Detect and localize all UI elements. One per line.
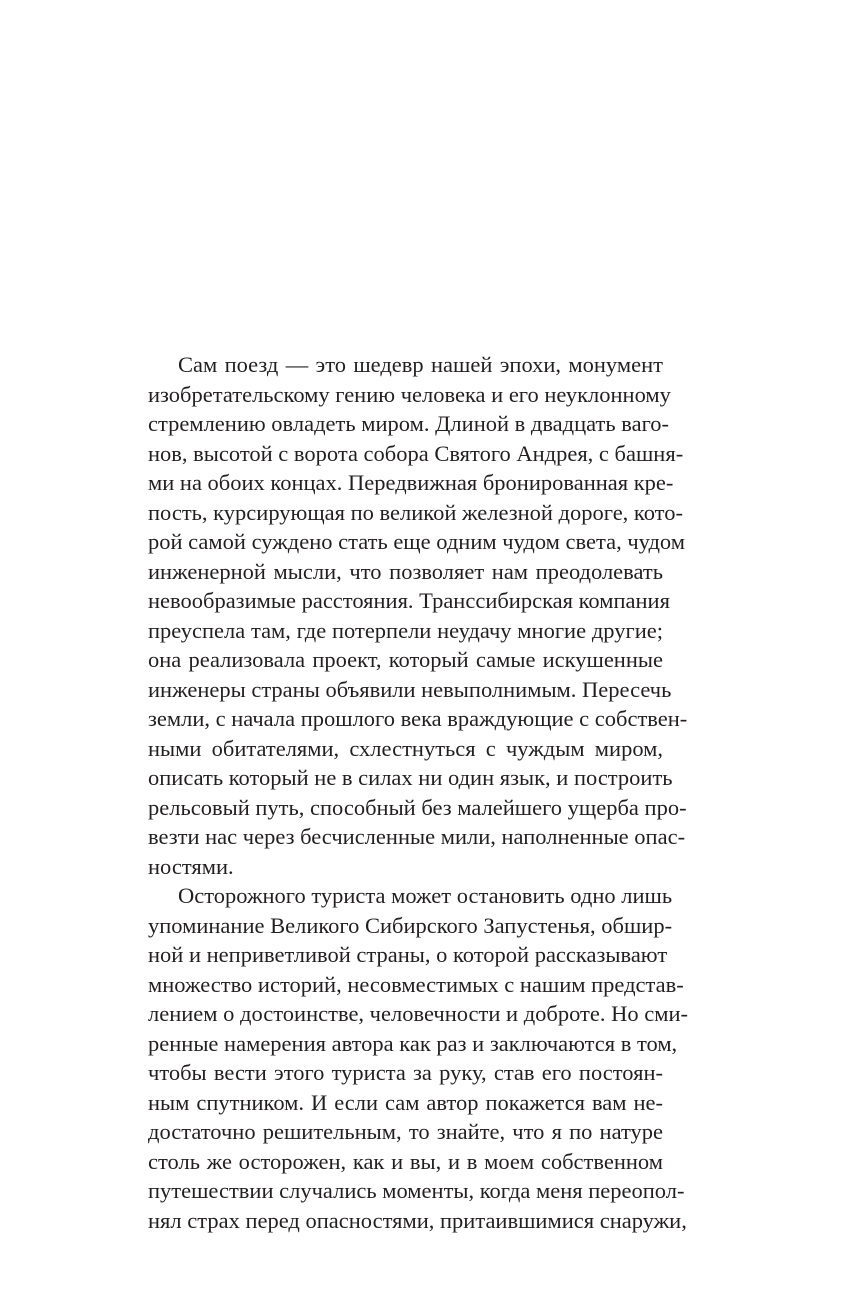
text-line: путешествии случались моменты, когда меня переопол- xyxy=(148,1178,685,1203)
text-line: чтобы вести этого туриста за руку, став его постоян- xyxy=(148,1060,663,1085)
text-line: ными обитателями, схлестнуться с чуждым миром, xyxy=(148,735,663,761)
paragraph-2 xyxy=(148,881,688,1235)
text-line: упоминание Великого Сибирского Запустенья, обшир- xyxy=(148,912,673,938)
text-line: она реализовала проект, который самые искушенные xyxy=(148,647,663,672)
text-line: столь же осторожен, как и вы, и в моем собственном xyxy=(148,1148,663,1174)
text-line: описать который не в силах ни один язык, и построить xyxy=(148,765,673,790)
text-line: ной и неприветливой страны, о которой рассказывают xyxy=(148,942,668,967)
text-line: рельсовый путь, способный без малейшего ущерба про- xyxy=(148,794,687,820)
text-line: инженерной мысли, что позволяет нам преодолевать xyxy=(148,558,663,584)
text-line: лением о достоинстве, человечности и доброте. Но сми- xyxy=(148,1001,688,1026)
text-line: земли, с начала прошлого века враждующие с собствен- xyxy=(148,706,688,731)
text-line: везти нас через бесчисленные мили, наполненные опас- xyxy=(148,824,686,849)
text-line: достаточно решительным, то знайте, что я по натуре xyxy=(148,1119,663,1144)
text-line: нял страх перед опасностями, притаившимися снаружи, xyxy=(148,1207,687,1233)
text-line: ностями. xyxy=(148,853,234,879)
paragraph-1 xyxy=(148,350,688,881)
text-line: преуспела там, где потерпели неудачу многие другие; xyxy=(148,617,663,643)
book-page-body xyxy=(148,350,688,1235)
text-line: множество историй, несовместимых с нашим представ- xyxy=(148,971,684,997)
text-line: нов, высотой с ворота собора Святого Андрея, с башня- xyxy=(148,440,684,466)
text-line: рой самой суждено стать еще одним чудом света, чудом xyxy=(148,529,685,554)
text-line: ным спутником. И если сам автор покажется вам не- xyxy=(148,1089,663,1115)
text-line: ми на обоих концах. Передвижная бронированная кре- xyxy=(148,470,674,495)
text-line: стремлению овладеть миром. Длиной в двадцать ваго- xyxy=(148,411,670,436)
text-line: Осторожного туриста может остановить одно лишь xyxy=(178,883,673,908)
text-line: изобретательскому гению человека и его неуклонному xyxy=(148,381,671,407)
text-line: ренные намерения автора как раз и заключаются в том, xyxy=(148,1030,678,1056)
text-line: пость, курсирующая по великой железной дороге, кото- xyxy=(148,499,683,525)
text-line: инженеры страны объявили невыполнимым. Пересечь xyxy=(148,676,672,702)
text-line: Сам поезд — это шедевр нашей эпохи, монумент xyxy=(178,352,663,377)
text-line: невообразимые расстояния. Транссибирская компания xyxy=(148,588,670,613)
